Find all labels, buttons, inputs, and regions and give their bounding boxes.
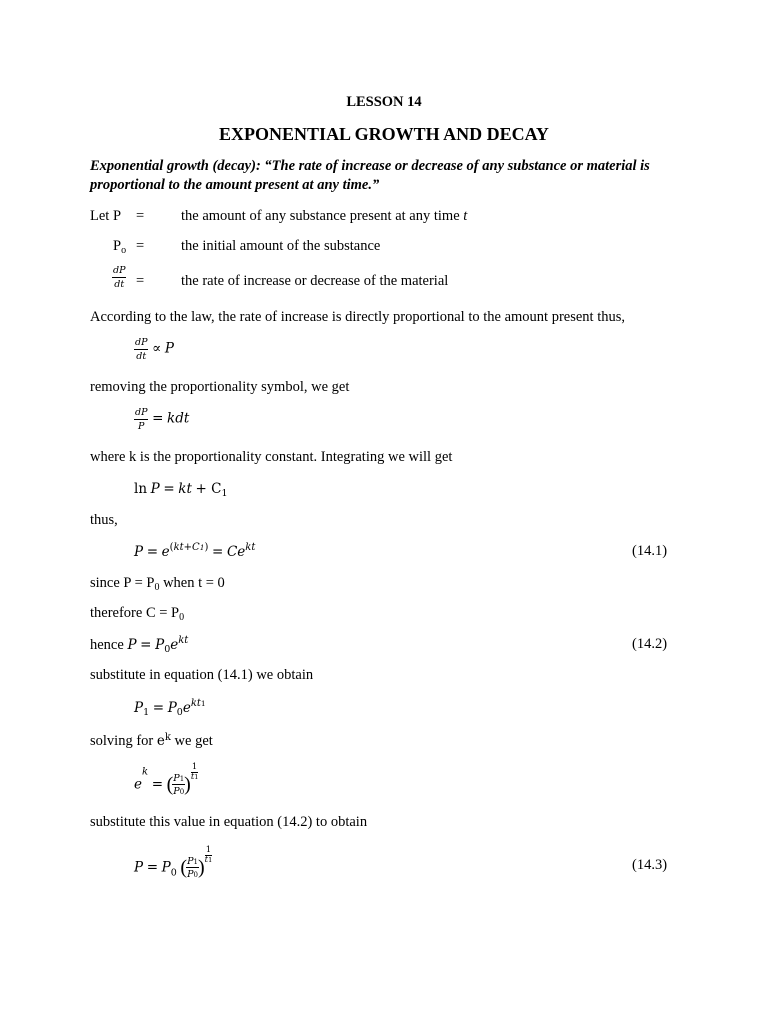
equals-sign: = (136, 273, 145, 289)
equation-proportional: $\frac{dP}{dt}$ ∝ P (135, 337, 174, 362)
equation-14-3: $P = P_0$ ( $\frac{P1}{P0}$ ) $\frac{1}{t1}$ (134, 845, 213, 881)
equation-integrated: ln P = kt + $C_1$ (134, 481, 228, 499)
equation-14-1: $P = e^{(kt+C1)} = Ce^{kt}$ (134, 542, 256, 560)
equation-p1: $P_1 = P_0e^{kt1}$ (134, 698, 206, 718)
substitute-text-1: substitute in equation (14.1) we obtain (90, 667, 314, 683)
thus-text: thus, (90, 512, 118, 528)
definition-text: Exponential growth (decay): “The rate of increase or decrease of any substance or material is proportional to the amount present at any time.” (90, 158, 650, 193)
equals-sign: = (136, 208, 145, 224)
equation-number-14-3: (14.3) (632, 857, 668, 873)
equation-14-2: hence $P = P_0e^{kt}$ (90, 635, 189, 655)
def-p-text: the amount of any substance present at any time t (181, 208, 468, 224)
lesson-title: EXPONENTIAL GROWTH AND DECAY (219, 124, 549, 144)
law-text: According to the law, the rate of increase is directly proportional to the amount present thus, (90, 309, 625, 325)
therefore-text: therefore $C = P_0$ (90, 605, 185, 623)
since-text: since $P = P_0$ when t = 0 (90, 575, 225, 593)
p0-label: $P_o$ (113, 238, 127, 256)
let-p-label: Let P (90, 208, 122, 224)
equals-sign: = (136, 238, 145, 254)
dp-dt-fraction: $\frac{dP}{dt}$ (113, 265, 126, 290)
substitute-text-2: substitute this value in equation (14.2) to obtain (90, 814, 368, 830)
def-rate-text: the rate of increase or decrease of the material (181, 273, 449, 289)
lesson-number: LESSON 14 (346, 94, 422, 110)
equation-number-14-1: (14.1) (632, 543, 668, 559)
removing-text: removing the proportionality symbol, we get (90, 379, 350, 395)
where-text: where k is the proportionality constant. Integrating we will get (90, 449, 453, 465)
def-p0-text: the initial amount of the substance (181, 238, 381, 254)
equation-separated: $\frac{dP}{P}$ = kdt (135, 407, 190, 432)
equation-number-14-2: (14.2) (632, 636, 668, 652)
solving-text: solving for $e^k$ we get (90, 732, 213, 749)
equation-ek: $e^k$ = ( $\frac{P1}{P0}$ ) $\frac{1}{t1}$ (134, 762, 199, 798)
